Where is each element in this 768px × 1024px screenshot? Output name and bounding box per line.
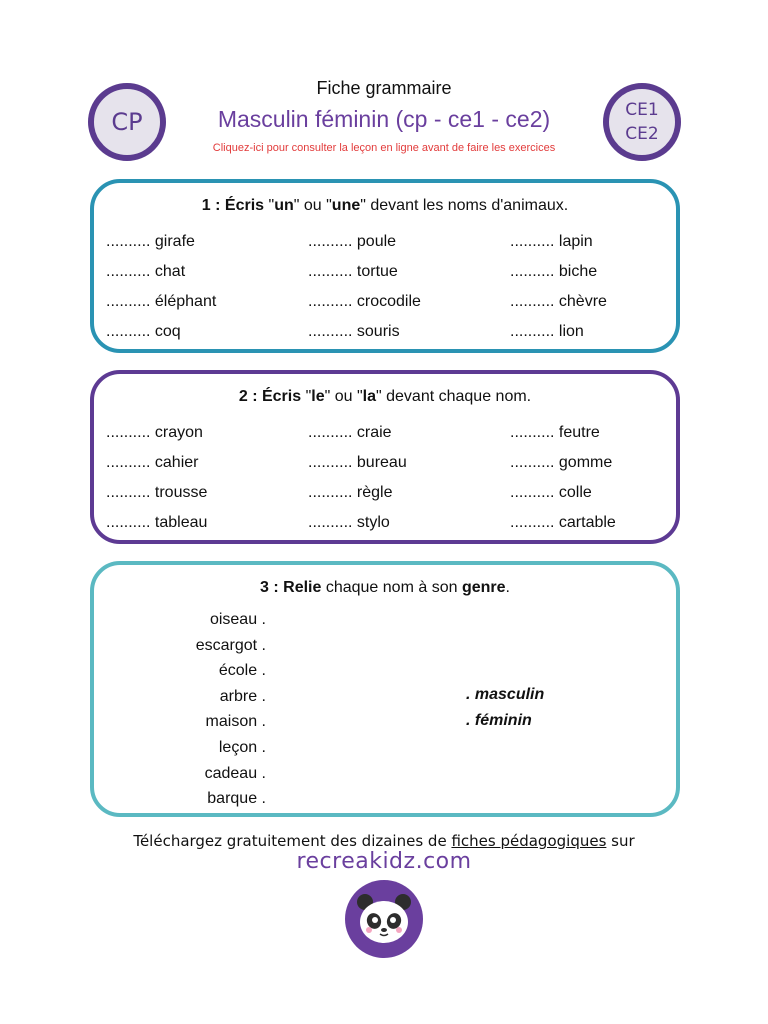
- list-item[interactable]: oiseau .: [209, 611, 266, 628]
- article-option-2: la: [362, 388, 376, 405]
- list-item[interactable]: .......... lapin: [510, 233, 593, 250]
- list-item[interactable]: .......... girafe: [106, 233, 195, 250]
- lesson-link[interactable]: Cliquez-ici pour consulter la leçon en ligne avant de faire les exercices: [212, 142, 556, 154]
- list-item[interactable]: école .: [218, 662, 266, 680]
- instruction-rest: " devant les noms d'animaux.: [360, 197, 569, 214]
- list-item[interactable]: maison .: [205, 713, 266, 731]
- level-badge-label-ce1: CE1: [625, 100, 659, 120]
- article-option-1: le: [311, 388, 325, 405]
- instruction-connector: " ou ": [324, 388, 363, 405]
- gender-list: [466, 682, 544, 733]
- list-item[interactable]: .......... bureau: [308, 454, 407, 471]
- list-item[interactable]: .......... cahier: [106, 454, 199, 471]
- instruction-verb: Écris: [224, 197, 265, 214]
- article-option-2: une: [331, 197, 361, 214]
- list-item[interactable]: .......... éléphant: [106, 293, 217, 310]
- list-item[interactable]: .......... souris: [308, 323, 400, 340]
- list-item[interactable]: .......... colle: [510, 484, 592, 501]
- exercise-number: 1 :: [201, 197, 221, 214]
- instruction-verb: Relie: [283, 579, 322, 596]
- quote: ": [268, 197, 275, 214]
- exercise-1-instruction: [94, 197, 676, 215]
- page-title: Masculin féminin (cp - ce1 - ce2): [217, 106, 551, 132]
- instruction-connector: chaque nom à son: [321, 579, 462, 596]
- footer-text-after: sur: [606, 832, 635, 850]
- list-item[interactable]: .......... tableau: [106, 514, 208, 531]
- instruction-rest: .: [505, 579, 510, 596]
- exercise-3-panel: [90, 561, 680, 817]
- instruction-connector: " ou ": [293, 197, 332, 214]
- worksheet-category: Fiche grammaire: [316, 78, 452, 98]
- list-item[interactable]: .......... lion: [510, 323, 584, 340]
- exercise-2-panel: [90, 370, 680, 544]
- list-item[interactable]: .......... crayon: [106, 424, 203, 441]
- exercise-3-instruction: [94, 579, 676, 597]
- quote: ": [305, 388, 312, 405]
- list-item[interactable]: .......... trousse: [106, 484, 208, 501]
- list-item[interactable]: .......... chèvre: [510, 293, 607, 310]
- list-item[interactable]: .......... règle: [308, 484, 393, 501]
- gender-masculin[interactable]: . masculin: [466, 686, 545, 703]
- list-item[interactable]: .......... cartable: [510, 514, 616, 531]
- level-badge-label-ce2: CE2: [625, 124, 659, 144]
- list-item[interactable]: .......... gomme: [510, 454, 613, 471]
- exercise-number: 2 :: [238, 388, 258, 405]
- list-item[interactable]: .......... poule: [308, 233, 397, 250]
- panda-logo-icon: [345, 880, 423, 958]
- footer-text: [0, 832, 768, 850]
- level-badge-label: CP: [111, 108, 143, 136]
- list-item[interactable]: .......... chat: [106, 263, 186, 280]
- article-option-1: un: [274, 197, 294, 214]
- exercise-1-panel: [90, 179, 680, 353]
- list-item[interactable]: leçon .: [218, 738, 266, 756]
- footer-link[interactable]: fiches pédagogiques: [451, 832, 607, 850]
- list-item[interactable]: escargot .: [195, 636, 266, 654]
- instruction-rest: " devant chaque nom.: [376, 388, 532, 405]
- site-link[interactable]: recreakidz.com: [296, 849, 472, 874]
- list-item[interactable]: barque .: [207, 790, 266, 808]
- exercise-2-instruction: [94, 388, 676, 406]
- footer-text-before: Téléchargez gratuitement des dizaines de: [133, 832, 452, 850]
- instruction-verb: Écris: [261, 388, 302, 405]
- list-item[interactable]: cadeau .: [204, 764, 266, 782]
- list-item[interactable]: .......... coq: [106, 323, 181, 340]
- exercise-number: 3 :: [260, 579, 279, 596]
- gender-feminin[interactable]: . féminin: [466, 711, 532, 729]
- list-item[interactable]: arbre .: [219, 687, 266, 705]
- list-item[interactable]: .......... tortue: [308, 263, 398, 280]
- list-item[interactable]: .......... biche: [510, 263, 598, 280]
- list-item[interactable]: .......... crocodile: [308, 293, 421, 310]
- noun-list: [196, 607, 266, 812]
- instruction-keyword: genre: [461, 579, 506, 596]
- list-item[interactable]: .......... feutre: [510, 424, 600, 441]
- list-item[interactable]: .......... craie: [308, 424, 392, 441]
- list-item[interactable]: .......... stylo: [308, 514, 390, 531]
